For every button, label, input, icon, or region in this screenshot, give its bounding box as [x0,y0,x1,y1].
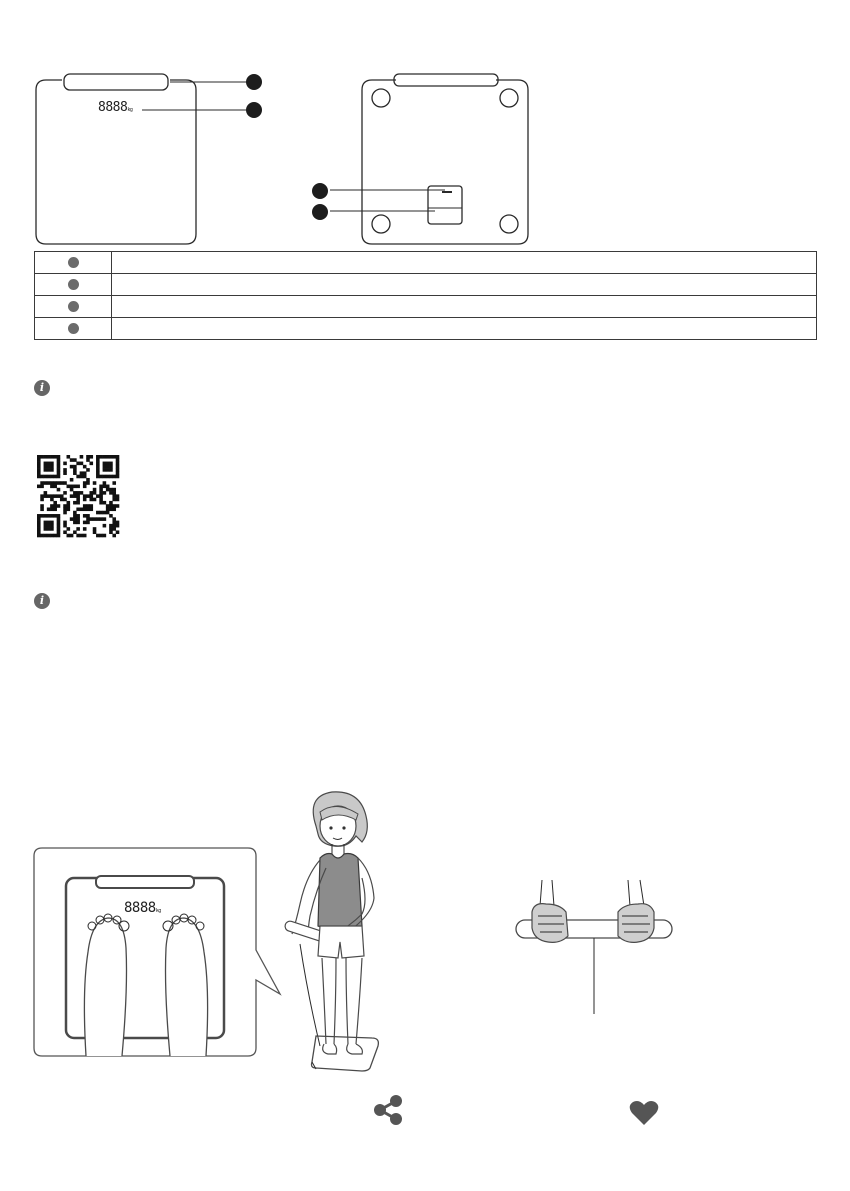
callout-1 [246,74,262,90]
table-row [35,252,817,274]
feet-on-scale-inset [30,840,300,1065]
legend-marker-3 [68,301,79,312]
heart-icon [629,1100,659,1126]
table-row [35,296,817,318]
info-icon: i [34,593,50,609]
display-unit: kg [127,107,133,113]
person-on-scale-illustration [276,786,396,1071]
scale-display [98,100,132,115]
display-digits: 8888 [98,100,128,115]
legend-marker-2 [68,279,79,290]
scale-back-view [300,70,540,250]
legend-description [112,274,817,296]
inset-display-digits: 8888 [124,900,156,916]
legend-marker-1 [68,257,79,268]
callout-3 [312,183,328,199]
legend-marker-4 [68,323,79,334]
info-icon: i [34,380,50,396]
table-row [35,274,817,296]
legend-description [112,318,817,340]
inset-display-unit: kg [155,908,161,914]
legend-description [112,252,817,274]
callout-2 [246,102,262,118]
callout-4 [312,204,328,220]
scale-front-view [30,70,270,250]
parts-legend-table [34,251,817,340]
handle-grip-illustration [510,876,680,1021]
share-icon [372,1094,404,1126]
table-row [35,318,817,340]
qr-code-icon [37,455,119,537]
legend-description [112,296,817,318]
inset-scale-display [124,900,161,916]
